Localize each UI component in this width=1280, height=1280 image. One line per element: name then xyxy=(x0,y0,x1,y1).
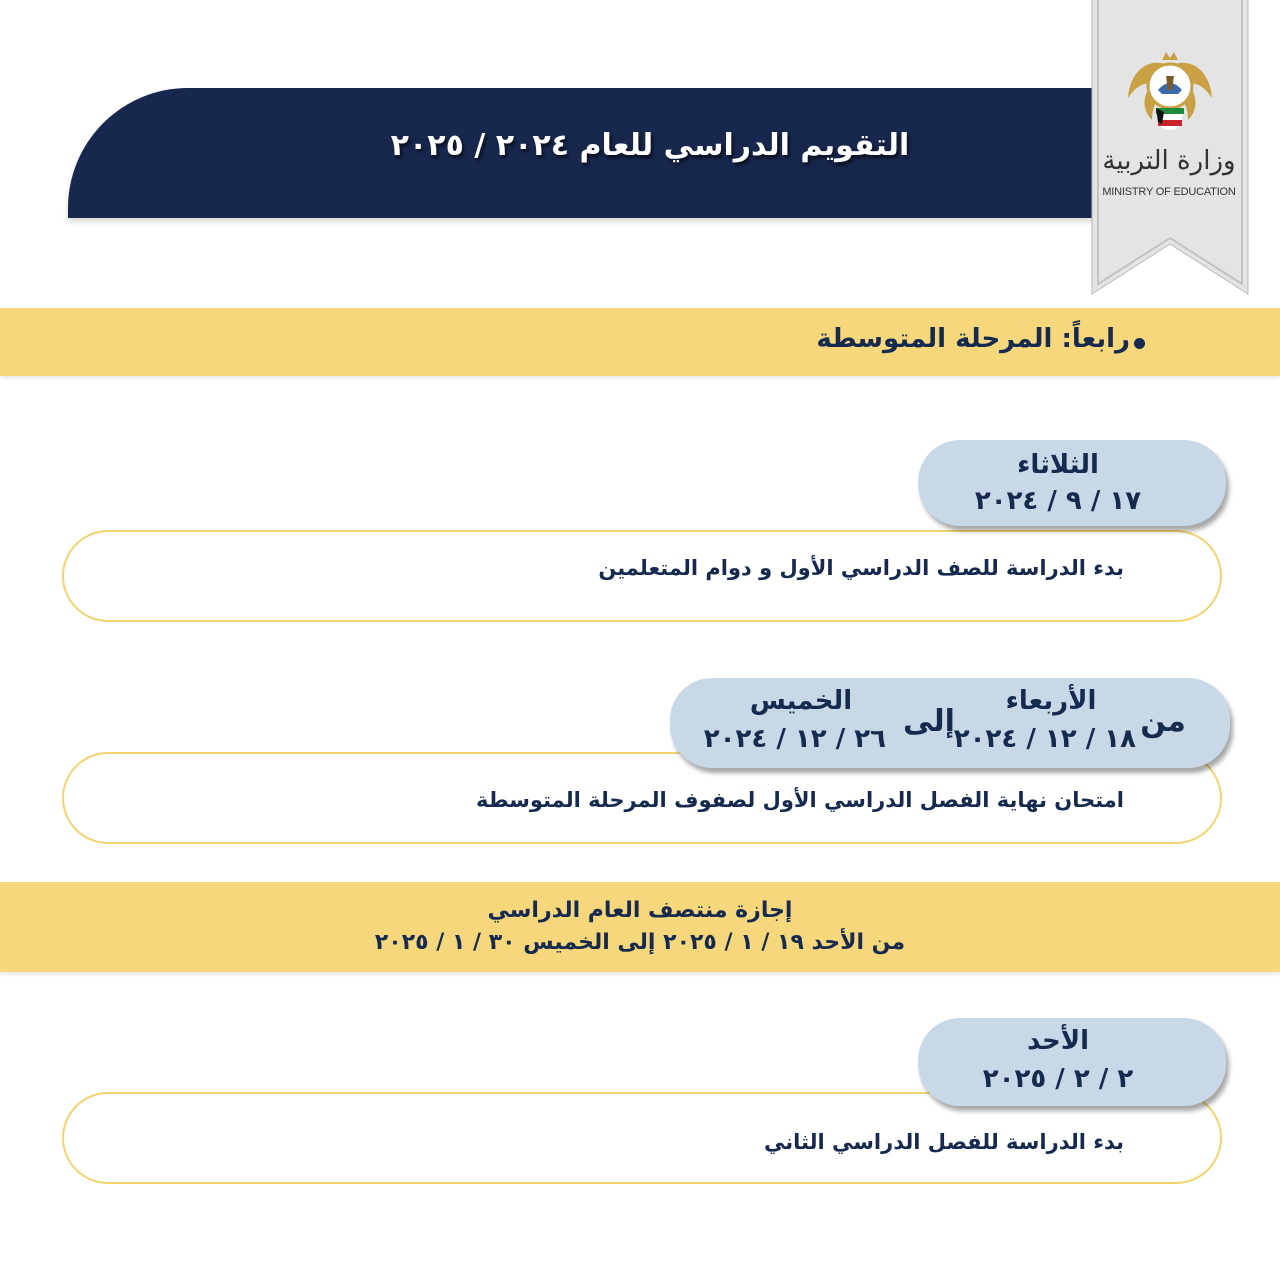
ministry-name-arabic: وزارة التربية xyxy=(1102,146,1236,176)
range-to-day: الخميس xyxy=(749,686,853,716)
page-title: التقويم الدراسي للعام ٢٠٢٤ / ٢٠٢٥ xyxy=(390,128,910,163)
event-day-1: الثلاثاء xyxy=(1017,450,1099,480)
event-description-2: امتحان نهاية الفصل الدراسي الأول لصفوف المرحلة المتوسطة xyxy=(476,788,1124,812)
range-to-date: ٢٦ / ١٢ / ٢٠٢٤ xyxy=(703,724,886,754)
event-description-3: بدء الدراسة للفصل الدراسي الثاني xyxy=(764,1130,1124,1154)
range-from-label: من xyxy=(1140,704,1186,739)
ministry-name-english: MINISTRY OF EDUCATION xyxy=(1102,186,1236,198)
range-from-date: ١٨ / ١٢ / ٢٠٢٤ xyxy=(953,724,1136,754)
event-description-1: بدء الدراسة للصف الدراسي الأول و دوام المتعلمين xyxy=(598,556,1124,580)
holiday-title: إجازة منتصف العام الدراسي xyxy=(487,898,793,923)
holiday-bar xyxy=(0,882,1280,972)
event-date-3: ٢ / ٢ / ٢٠٢٥ xyxy=(982,1064,1134,1094)
kuwait-emblem-icon xyxy=(1122,46,1218,144)
event-date-1: ١٧ / ٩ / ٢٠٢٤ xyxy=(974,486,1142,516)
holiday-range: من الأحد ١٩ / ١ / ٢٠٢٥ إلى الخميس ٣٠ / ١ / ٢٠٢٥ xyxy=(374,930,906,955)
range-from-day: الأربعاء xyxy=(1005,686,1097,716)
event-day-3: الأحد xyxy=(1026,1026,1090,1056)
range-to-label: إلى xyxy=(903,704,955,739)
bullet-icon xyxy=(1134,338,1145,349)
section-title: رابعاً: المرحلة المتوسطة xyxy=(816,324,1130,354)
